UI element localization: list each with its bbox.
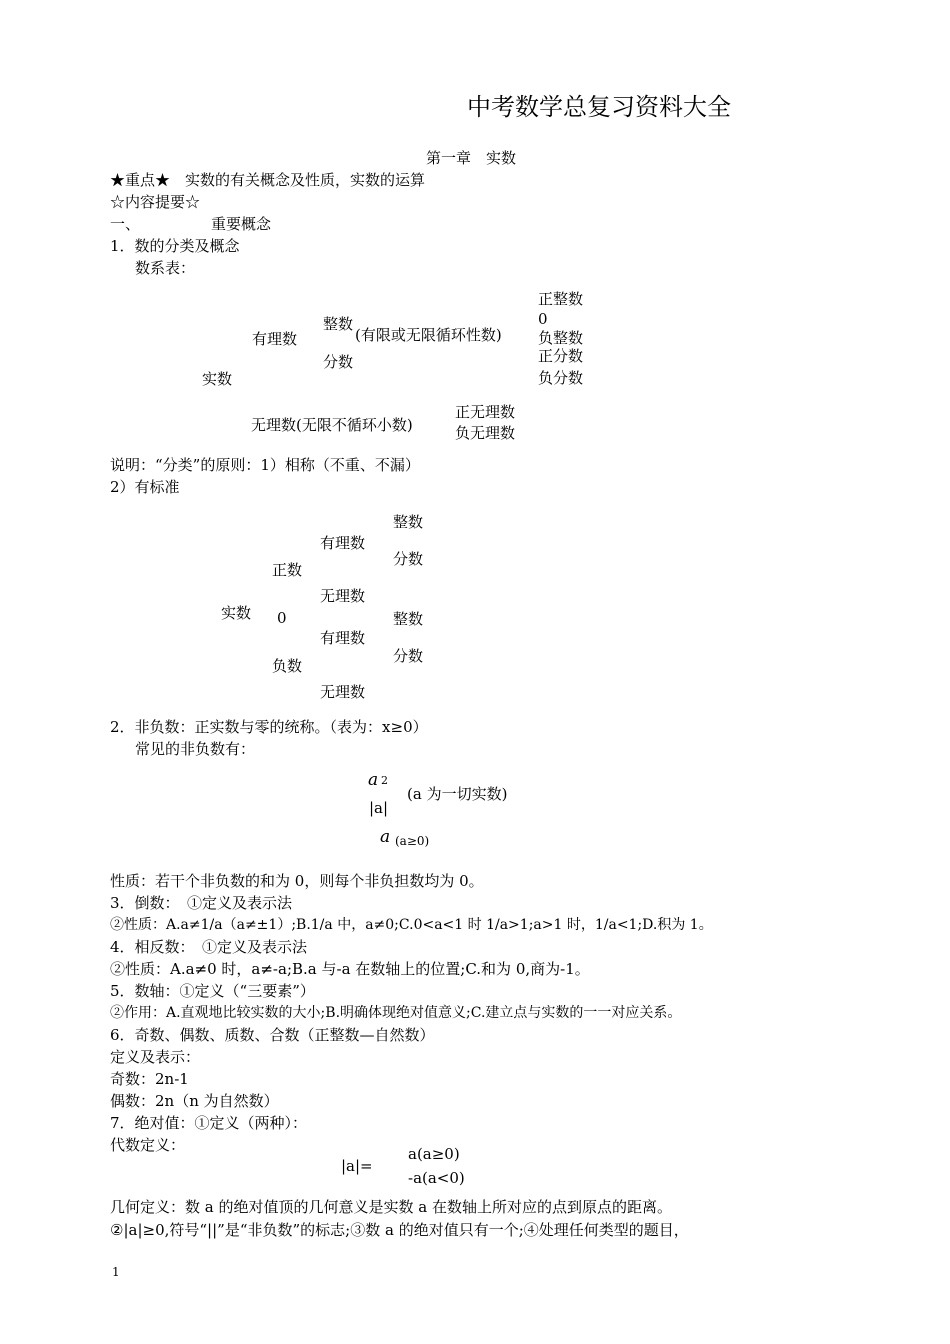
page-number: 1 (112, 1265, 120, 1279)
tree2-positive: 正数 (272, 561, 303, 579)
even-number: 偶数：2n（n 为自然数） (110, 1092, 279, 1110)
tree2-fraction-bottom: 分数 (393, 647, 424, 665)
abs-case-negative: -a(a<0) (408, 1169, 465, 1187)
tree1-integer: 整数 (323, 315, 354, 333)
section-number: 一、 (110, 215, 141, 233)
tree1-negative-fraction: 负分数 (538, 369, 584, 387)
tree1-positive-integer: 正整数 (538, 290, 584, 308)
abs-lhs: |a|= (341, 1157, 373, 1175)
tree1-real: 实数 (202, 370, 233, 388)
summary-heading: ☆内容提要☆ (110, 193, 201, 211)
item-4: 4．相反数： ①定义及表示法 (110, 938, 308, 956)
abs-case-nonnegative: a(a≥0) (408, 1145, 460, 1163)
tree2-integer-bottom: 整数 (393, 610, 424, 628)
tree2-real: 实数 (221, 604, 252, 622)
nonneg-sqrt-a: a (380, 827, 391, 847)
nonneg-any-real-note: (a 为一切实数) (407, 785, 508, 803)
section-title: 重要概念 (211, 215, 272, 233)
nonneg-abs-a: |a| (369, 799, 389, 817)
item-2: 2．非负数：正实数与零的统称。（表为：x≥0） (110, 718, 428, 736)
document-title: 中考数学总复习资料大全 (467, 93, 731, 121)
item-5: 5．数轴：①定义（“三要素”） (110, 982, 315, 1000)
common-nonnegative-label: 常见的非负数有： (135, 740, 256, 758)
item-7: 7．绝对值：①定义（两种）： (110, 1114, 308, 1132)
tree1-irrational: 无理数(无限不循环小数) (251, 416, 413, 434)
item-6: 6．奇数、偶数、质数、合数（正整数—自然数） (110, 1026, 435, 1044)
tree2-irrational-bottom: 无理数 (320, 683, 366, 701)
tree2-fraction-top: 分数 (393, 550, 424, 568)
tree1-finite-note: (有限或无限循环性数) (355, 326, 502, 344)
item-4-property: ②性质：A.a≠0 时，a≠-a;B.a 与-a 在数轴上的位置;C.和为 0,商为-1。 (110, 960, 590, 978)
item-1: 1．数的分类及概念 (110, 237, 240, 255)
item-3-property: ②性质：A.a≠1/a（a≠±1）;B.1/a 中，a≠0;C.0<a<1 时 1/a>1;a>1 时，1/a<1;D.积为 1。 (110, 917, 713, 933)
nonneg-sqrt-condition: (a≥0) (395, 834, 430, 848)
item-3: 3．倒数： ①定义及表示法 (110, 894, 293, 912)
focus-line: ★重点★ 实数的有关概念及性质，实数的运算 (110, 171, 426, 189)
tree2-zero: 0 (277, 609, 287, 627)
tree1-zero: 0 (538, 310, 548, 328)
odd-number: 奇数：2n-1 (110, 1070, 189, 1088)
tree1-rational: 有理数 (252, 330, 298, 348)
nonneg-a-square-base: a (368, 770, 379, 790)
tree1-negative-irrational: 负无理数 (455, 424, 516, 442)
note-line-2: 2）有标准 (110, 478, 180, 496)
tree2-irrational-top: 无理数 (320, 587, 366, 605)
definition-label: 定义及表示： (110, 1048, 201, 1066)
tree2-rational-top: 有理数 (320, 534, 366, 552)
tree2-integer-top: 整数 (393, 513, 424, 531)
tree2-rational-bottom: 有理数 (320, 629, 366, 647)
note-line-1: 说明：“分类”的原则：1）相称（不重、不漏） (110, 456, 420, 474)
nonneg-a-square-exponent: 2 (381, 774, 388, 787)
geometric-definition: 几何定义：数 a 的绝对值顶的几何意义是实数 a 在数轴上所对应的点到原点的距离。 (110, 1198, 672, 1216)
tree1-negative-integer: 负整数 (538, 329, 584, 347)
tree1-positive-irrational: 正无理数 (455, 403, 516, 421)
tree1-positive-fraction: 正分数 (538, 347, 584, 365)
tree1-fraction: 分数 (323, 353, 354, 371)
number-table-label: 数系表： (135, 259, 196, 277)
nonneg-property: 性质：若干个非负数的和为 0，则每个非负担数均为 0。 (110, 872, 484, 890)
abs-properties: ②|a|≥0,符号“||”是“非负数”的标志;③数 a 的绝对值只有一个;④处理任何类型的题目， (110, 1221, 689, 1239)
algebraic-definition-label: 代数定义： (110, 1136, 186, 1154)
chapter-heading: 第一章 实数 (426, 149, 517, 167)
tree2-negative: 负数 (272, 657, 303, 675)
item-5-use: ②作用：A.直观地比较实数的大小;B.明确体现绝对值意义;C.建立点与实数的一一对应关系。 (110, 1005, 682, 1021)
